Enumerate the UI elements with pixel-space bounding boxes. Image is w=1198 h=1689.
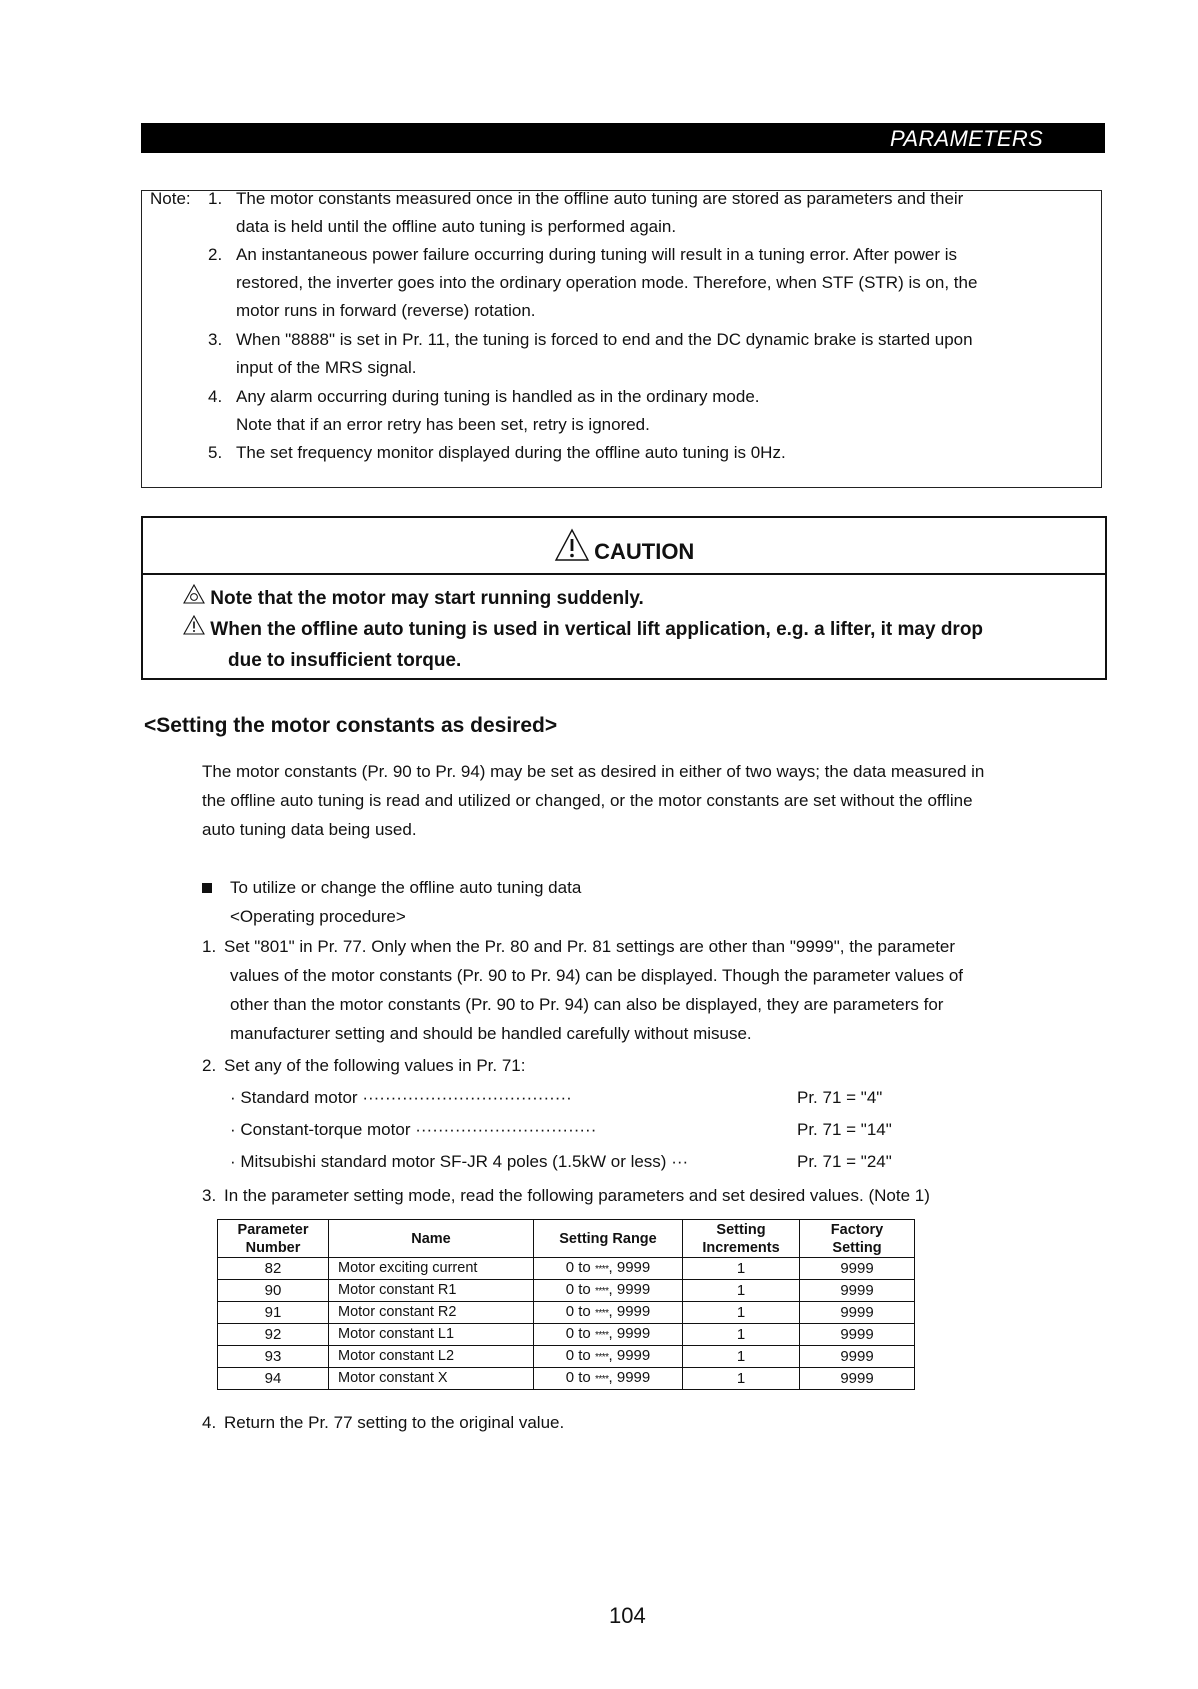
note-3-line-1: When "8888" is set in Pr. 11, the tuning is forced to end and the DC dynamic brake is started upon	[236, 330, 973, 349]
section-header-title: PARAMETERS	[890, 126, 1043, 151]
caution-item-2: When the offline auto tuning is used in vertical lift application, e.g. a lifter, it may drop	[183, 614, 983, 645]
step-1-line-4: manufacturer setting and should be handled carefully without misuse.	[230, 1024, 752, 1043]
caution-header	[143, 518, 1105, 575]
step-1-number: 1.	[202, 937, 217, 956]
col-setting-increments: Setting Increments	[683, 1220, 800, 1258]
col-name: Name	[329, 1220, 534, 1258]
step-2-number: 2.	[202, 1056, 217, 1075]
page-number: 104	[609, 1603, 646, 1628]
note-5-number: 5.	[208, 443, 223, 462]
caution-title: CAUTION	[594, 538, 695, 564]
motor-constants-table	[217, 1219, 915, 1390]
notes-label: Note:	[150, 189, 191, 208]
warning-icon	[183, 614, 205, 645]
motor-option-constant-torque-value: Pr. 71 = "14"	[797, 1120, 892, 1139]
intro-line-3: auto tuning data being used.	[202, 820, 417, 839]
caution-item-2-line-2: due to insufficient torque.	[228, 650, 462, 671]
note-4-line-2: Note that if an error retry has been set, retry is ignored.	[236, 415, 650, 434]
rotation-warning-icon	[183, 583, 205, 614]
caution-warning-icon	[554, 528, 590, 567]
motor-option-constant-torque: · Constant-torque motor ································	[230, 1120, 597, 1139]
section-title: <Setting the motor constants as desired>	[144, 714, 558, 737]
step-1-line-2: values of the motor constants (Pr. 90 to Pr. 94) can be displayed. Though the parameter values of	[230, 966, 964, 985]
caution-item-1: Note that the motor may start running suddenly.	[183, 583, 644, 614]
step-1-line-1: Set "801" in Pr. 77. Only when the Pr. 80 and Pr. 81 settings are other than "9999", the parameter	[224, 937, 956, 956]
note-1-line-1: The motor constants measured once in the offline auto tuning are stored as parameters and their	[236, 189, 964, 208]
step-4-number: 4.	[202, 1413, 217, 1432]
table-row: 91 Motor constant R2 0 to ****, 9999 1 9999	[218, 1302, 915, 1324]
note-3-line-2: input of the MRS signal.	[236, 358, 417, 377]
intro-line-2: the offline auto tuning is read and utilized or changed, or the motor constants are set without the offline	[202, 791, 973, 810]
table-row: 93 Motor constant L2 0 to ****, 9999 1 9999	[218, 1346, 915, 1368]
motor-option-mitsubishi-value: Pr. 71 = "24"	[797, 1152, 892, 1171]
table-row: 82 Motor exciting current 0 to ****, 9999 1 9999	[218, 1258, 915, 1280]
note-3-number: 3.	[208, 330, 223, 349]
step-1-line-3: other than the motor constants (Pr. 90 to Pr. 94) can also be displayed, they are parameters for	[230, 995, 944, 1014]
note-4-line-1: Any alarm occurring during tuning is handled as in the ordinary mode.	[236, 387, 760, 406]
step-4-text: Return the Pr. 77 setting to the original value.	[224, 1413, 565, 1432]
motor-option-mitsubishi: · Mitsubishi standard motor SF-JR 4 poles (1.5kW or less) ···	[230, 1152, 689, 1171]
intro-line-1: The motor constants (Pr. 90 to Pr. 94) may be set as desired in either of two ways; the data measured in	[202, 762, 985, 781]
note-5-line-1: The set frequency monitor displayed during the offline auto tuning is 0Hz.	[236, 443, 786, 462]
note-1-number: 1.	[208, 189, 223, 208]
note-1-line-2: data is held until the offline auto tuning is performed again.	[236, 217, 677, 236]
step-3-number: 3.	[202, 1186, 217, 1205]
note-2-number: 2.	[208, 245, 223, 264]
note-4-number: 4.	[208, 387, 223, 406]
col-parameter-number: Parameter Number	[218, 1220, 329, 1258]
table-row: 90 Motor constant R1 0 to ****, 9999 1 9999	[218, 1280, 915, 1302]
table-row: 92 Motor constant L1 0 to ****, 9999 1 9999	[218, 1324, 915, 1346]
bullet-heading: To utilize or change the offline auto tuning data	[230, 878, 582, 897]
section-header-bar	[141, 123, 1105, 153]
step-3-text: In the parameter setting mode, read the following parameters and set desired values. (Note 1)	[224, 1186, 930, 1205]
procedure-label: <Operating procedure>	[230, 907, 406, 926]
note-2-line-1: An instantaneous power failure occurring during tuning will result in a tuning error. After power is	[236, 245, 957, 264]
col-factory-setting: Factory Setting	[800, 1220, 915, 1258]
square-bullet-icon	[202, 883, 212, 893]
table-header-row	[218, 1220, 915, 1258]
note-2-line-3: motor runs in forward (reverse) rotation.	[236, 301, 536, 320]
note-2-line-2: restored, the inverter goes into the ordinary operation mode. Therefore, when STF (STR) is on, the	[236, 273, 978, 292]
col-setting-range: Setting Range	[534, 1220, 683, 1258]
table-row: 94 Motor constant X 0 to ****, 9999 1 9999	[218, 1368, 915, 1390]
step-2-text: Set any of the following values in Pr. 71:	[224, 1056, 526, 1075]
motor-option-standard-value: Pr. 71 = "4"	[797, 1088, 883, 1107]
motor-option-standard: · Standard motor ·····································	[230, 1088, 572, 1107]
notes-box	[141, 190, 1102, 488]
caution-box	[141, 516, 1107, 680]
